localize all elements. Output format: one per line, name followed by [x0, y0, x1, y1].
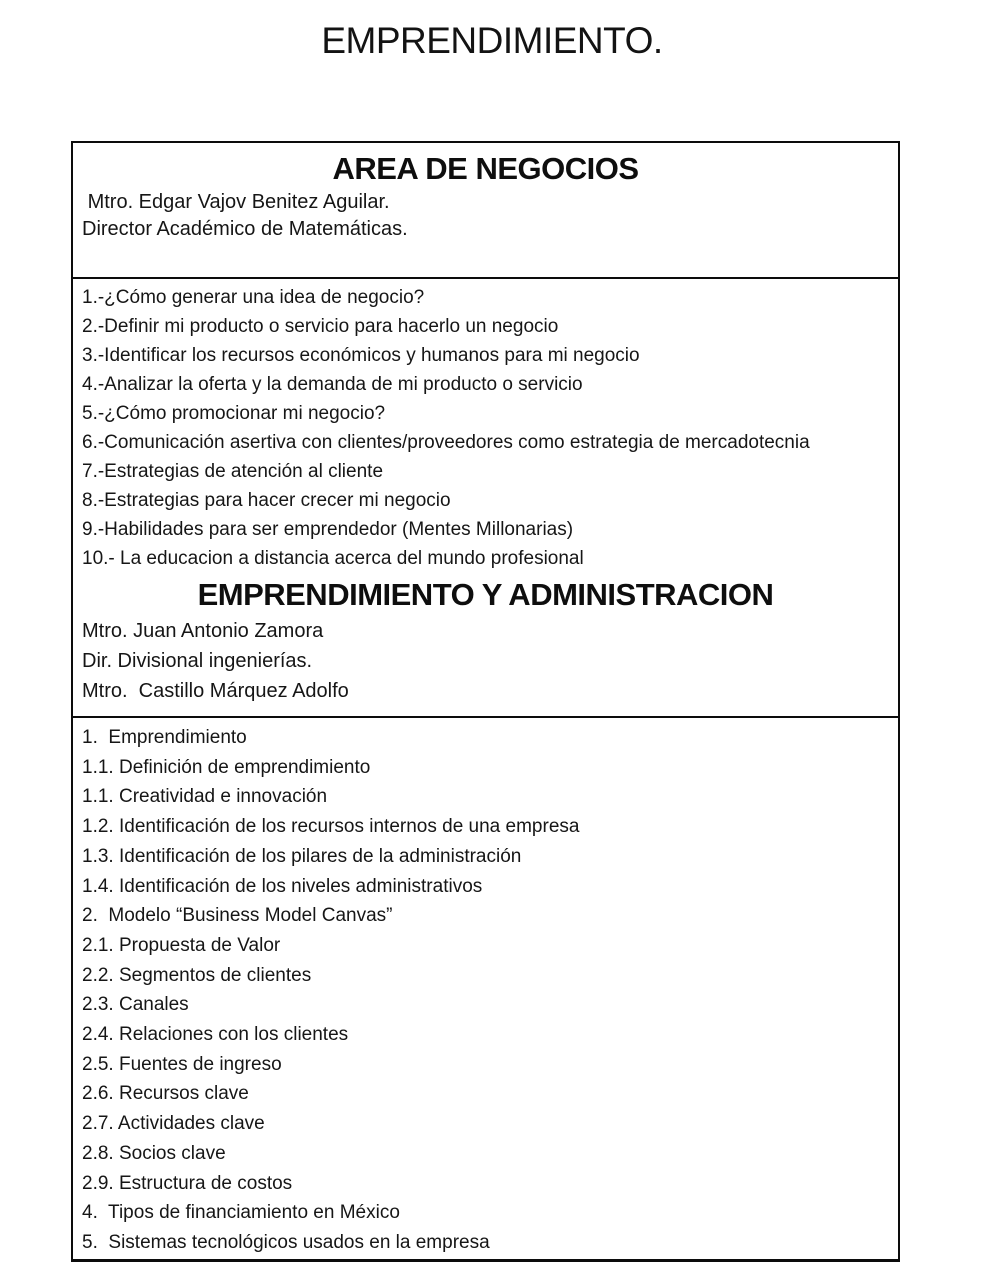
topic-item: 2.8. Socios clave — [82, 1142, 226, 1164]
topic-item: 1.1. Definición de emprendimiento — [82, 756, 371, 778]
topic-item: 2.6. Recursos clave — [82, 1083, 249, 1105]
section-administracion-topics — [73, 716, 898, 1259]
topic-item: 2.5. Fuentes de ingreso — [82, 1053, 282, 1075]
topic-item: 5. Sistemas tecnológicos usados en la empresa — [82, 1231, 490, 1253]
administracion-instructor-3: Mtro. Castillo Márquez Adolfo — [82, 680, 349, 702]
section-negocios-header — [73, 143, 898, 277]
negocios-heading: AREA DE NEGOCIOS — [332, 151, 639, 186]
topic-item: 10.- La educacion a distancia acerca del mundo profesional — [82, 548, 584, 569]
topic-item: 3.-Identificar los recursos económicos y humanos para mi negocio — [82, 345, 640, 366]
topic-item: 1.3. Identificación de los pilares de la administración — [82, 845, 522, 867]
topic-item: 7.-Estrategias de atención al cliente — [82, 461, 384, 482]
topic-item: 2.1. Propuesta de Valor — [82, 934, 281, 956]
topic-item: 1.-¿Cómo generar una idea de negocio? — [82, 287, 425, 308]
topic-item: 1.1. Creatividad e innovación — [82, 786, 328, 808]
administracion-instructor-1: Mtro. Juan Antonio Zamora — [82, 620, 324, 642]
topic-item: 2.9. Estructura de costos — [82, 1172, 293, 1194]
document-page — [0, 20, 984, 1280]
document-title: EMPRENDIMIENTO. — [321, 20, 663, 61]
topic-item: 2.7. Actividades clave — [82, 1113, 265, 1135]
topic-item: 1.2. Identificación de los recursos internos de una empresa — [82, 816, 580, 838]
topic-item: 1. Emprendimiento — [82, 727, 247, 748]
topic-item: 2.4. Relaciones con los clientes — [82, 1024, 349, 1046]
topic-item: 6.-Comunicación asertiva con clientes/proveedores como estrategia de mercadotecnia — [82, 432, 810, 453]
section-negocios-topics — [73, 277, 898, 716]
topic-item: 5.-¿Cómo promocionar mi negocio? — [82, 403, 386, 424]
administracion-heading: EMPRENDIMIENTO Y ADMINISTRACION — [197, 577, 774, 612]
topic-item: 8.-Estrategias para hacer crecer mi negocio — [82, 490, 451, 511]
topic-item: 1.4. Identificación de los niveles administrativos — [82, 875, 483, 897]
negocios-instructor-1: Mtro. Edgar Vajov Benitez Aguilar. — [82, 191, 390, 213]
topic-item: 4. Tipos de financiamiento en México — [82, 1202, 400, 1224]
topic-item: 4.-Analizar la oferta y la demanda de mi producto o servicio — [82, 374, 583, 395]
topic-item: 2.2. Segmentos de clientes — [82, 964, 312, 986]
topic-item: 2. Modelo “Business Model Canvas” — [82, 905, 393, 927]
negocios-instructor-2: Director Académico de Matemáticas. — [82, 218, 408, 240]
administracion-instructor-2: Dir. Divisional ingenierías. — [82, 650, 313, 672]
topic-item: 2.-Definir mi producto o servicio para hacerlo un negocio — [82, 316, 559, 337]
topic-item: 2.3. Canales — [82, 994, 189, 1016]
content-table — [71, 141, 900, 1262]
topic-item: 9.-Habilidades para ser emprendedor (Mentes Millonarias) — [82, 519, 574, 540]
